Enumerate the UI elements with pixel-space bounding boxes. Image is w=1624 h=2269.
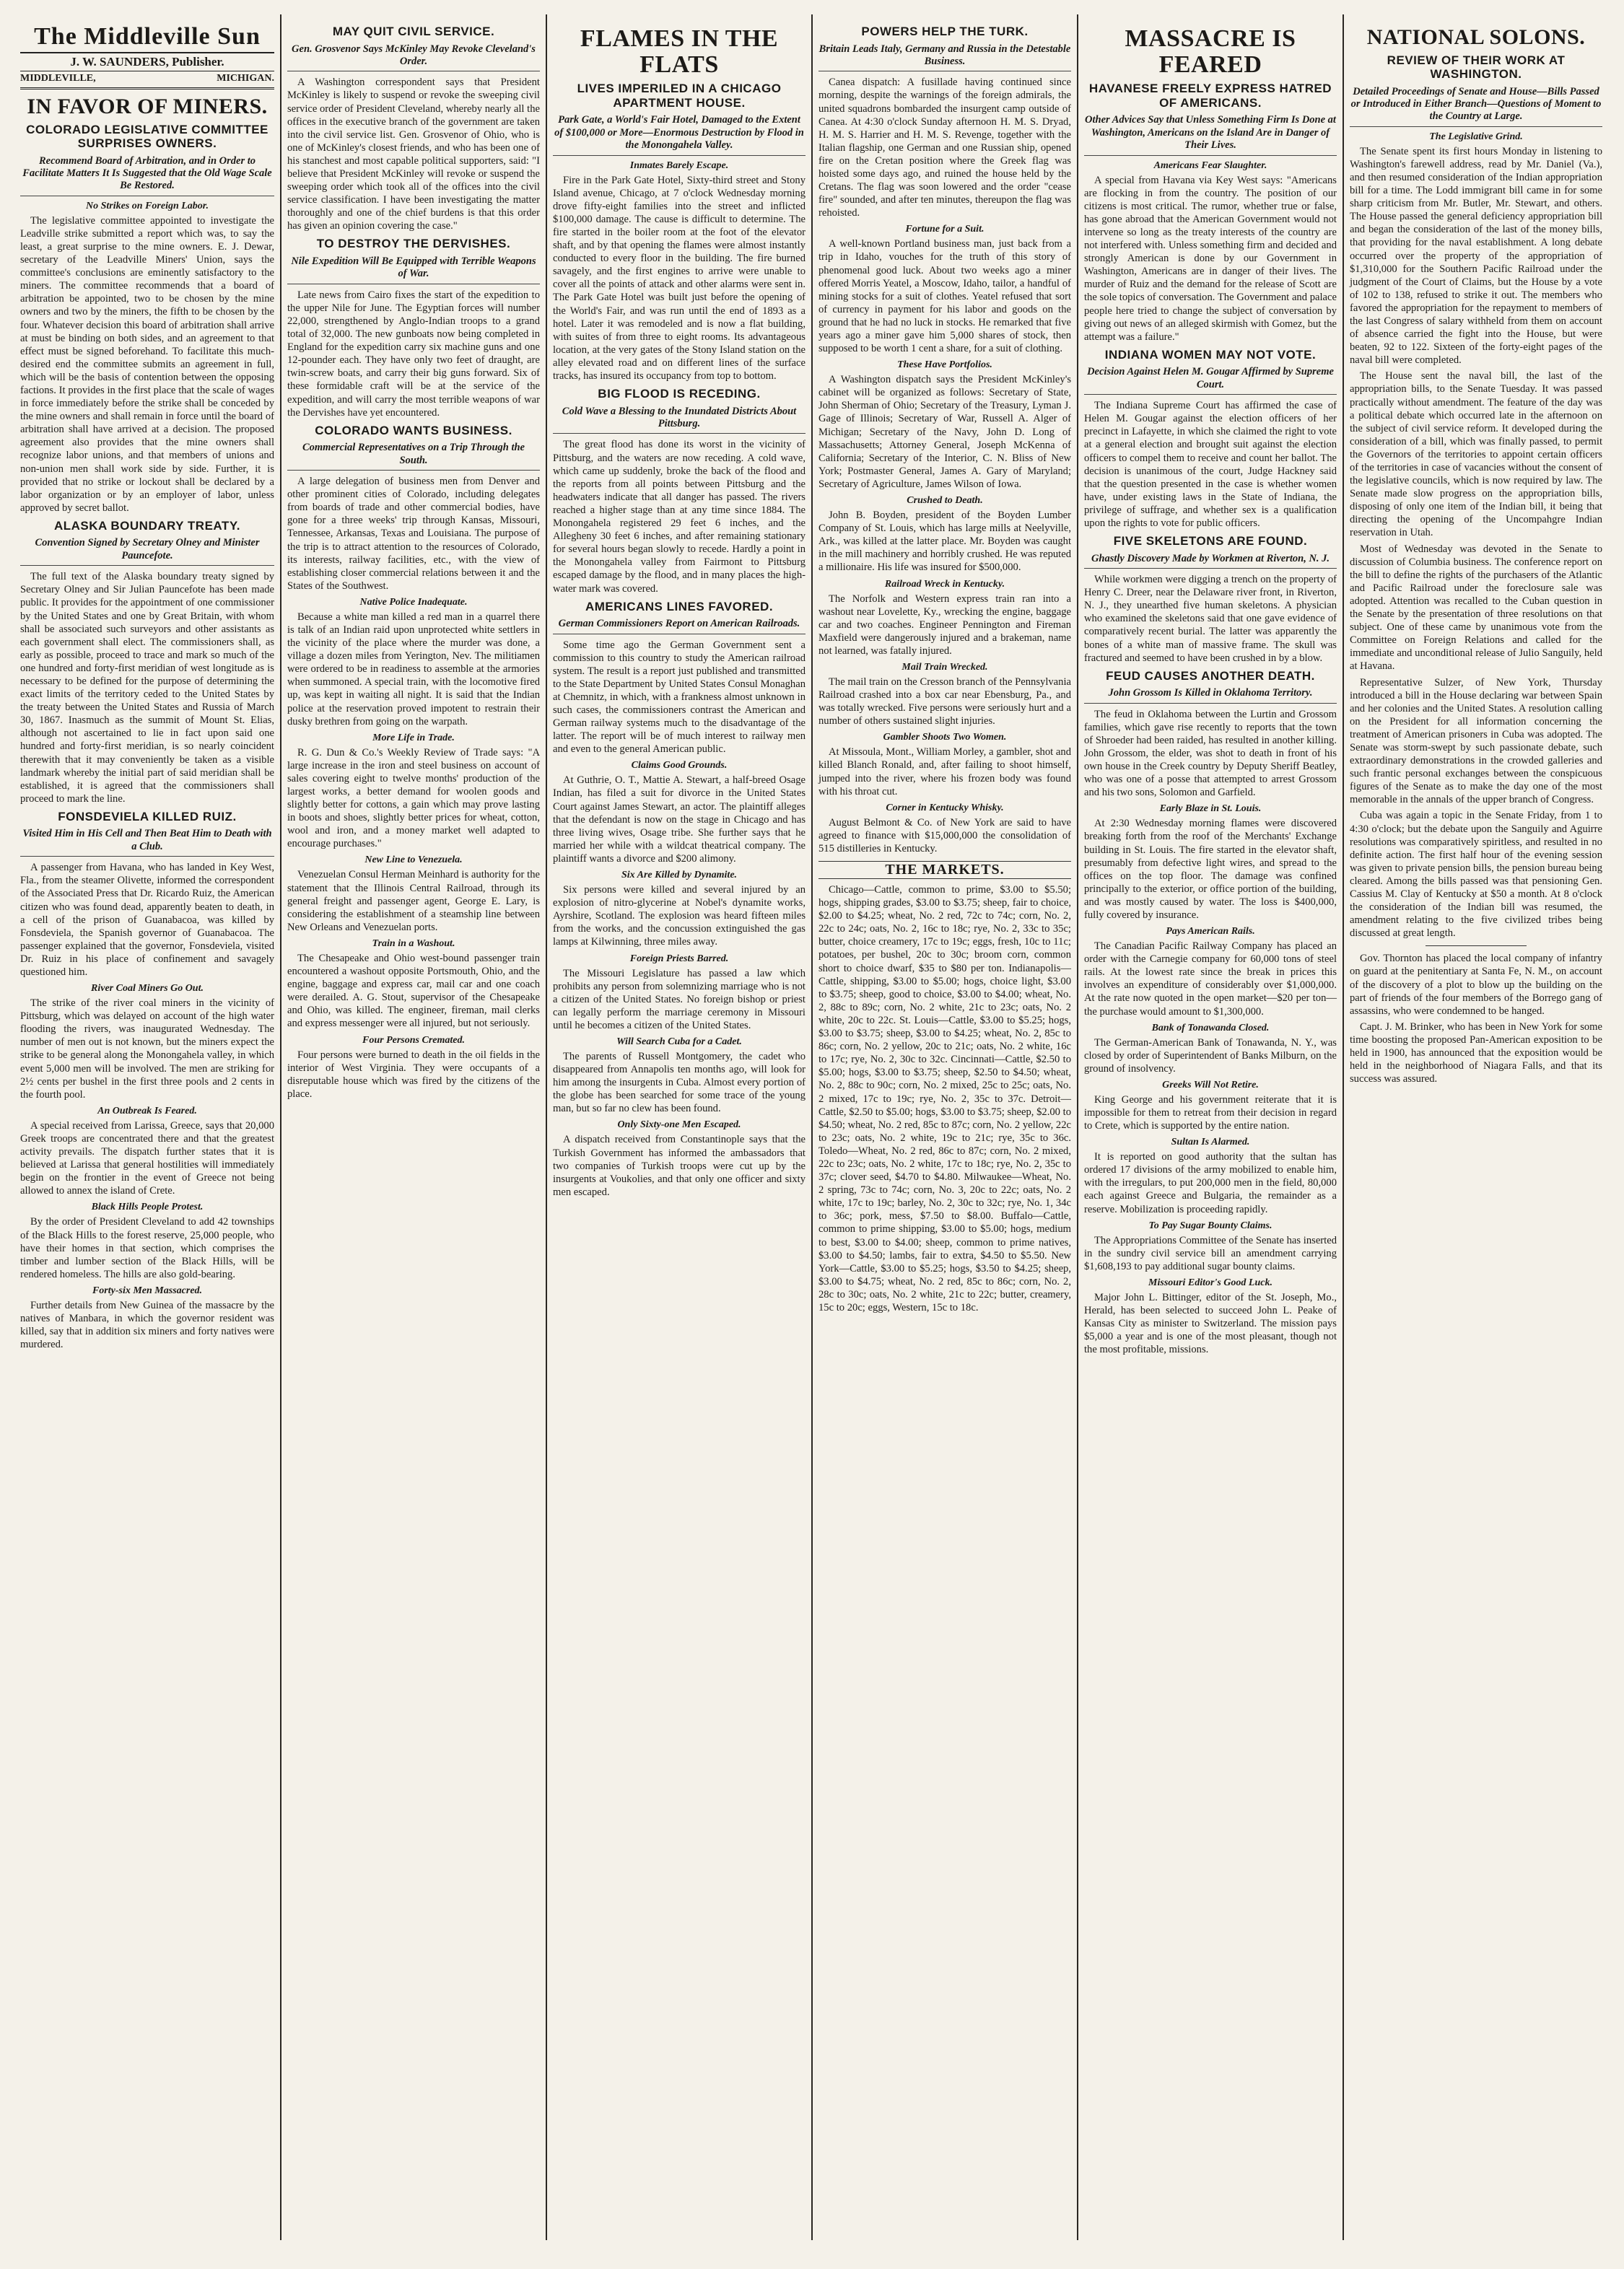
deck: John Grossom Is Killed in Oklahoma Territory. [1084, 687, 1337, 703]
side-head: Railroad Wreck in Kentucky. [884, 578, 1005, 590]
article-body: Four persons were burned to death in the oil fields in the interior of West Virginia. They were occupants of a disreputable house which was fired by the citizens of the place. [287, 1049, 540, 1100]
headline: NATIONAL SOLONS. [1366, 25, 1586, 49]
article-body: Some time ago the German Government sent a commission to this country to study the American railroad system. The result is a report just published and transmitted to the State Department by United States Consul Monaghan at Chemnitz, in which, with a frankness almost unknown in such cases, the commissioners contrast the American and German railway systems much to the disadvantage of the latter. The report will be of much interest to railway men and even to the general American public. [553, 639, 806, 756]
article-body: Capt. J. M. Brinker, who has been in New York for some time boosting the proposed Pan-American exposition to be held in 1900, has announced that the exposition would be held in the neighborhood of Niagara Falls, and that its success was assured. [1350, 1020, 1602, 1085]
headline: MASSACRE IS FEARED [1125, 25, 1296, 78]
deck: Detailed Proceedings of Senate and House—Bills Passed or Introduced in Either Branch—Questions of Moment to the Country at Large. [1350, 86, 1602, 127]
column-5 [1077, 14, 1343, 2240]
column-2 [280, 14, 546, 2240]
separator-rule [1426, 945, 1527, 946]
article-body: A Washington correspondent says that President McKinley is likely to suspend or revoke the sweeping civil service order of President Cleveland, whereby nearly all the offices in the executive branch of the government are taken into the civil service list. Gen. Grosvenor of Ohio, who is one of McKinley's closest friends, and who has been one of his stanchest and most capable political supporters, said: "I believe that President McKinley will revoke or suspend the sweeping order which took all of the offices into the civil service classification. I have been investigating the matter thoroughly and one of the chief burdens is that this order has given an opinion covering the case." [287, 76, 540, 232]
side-head: Americans Fear Slaughter. [1153, 159, 1267, 171]
side-head: Corner in Kentucky Whisky. [886, 802, 1004, 813]
headline: FLAMES IN THE FLATS [580, 25, 779, 78]
article-body: Canea dispatch: A fusillade having continued since morning, despite the warnings of the foreign admirals, the united squadrons bombarded the insurgent camp outside of Canea. At 4:30 o'clock Sunday afternoon H. M. S. Dryad, H. M. S. Harrier and H. M. S. Revenge, together with the Italian flagship, one German and one Russian ship, opened fire on the Cretan position where the Greek flag was hoisted some days ago, and ruined the house held by the Cretans. The flag was soon lowered and the order "cease fire" sounded, and after ten minutes, thereupon the flag was rehoisted. [818, 76, 1071, 219]
article-body: While workmen were digging a trench on the property of Henry C. Dreer, near the Delaware river front, in Riverton, N. J., they unearthed five human skeletons. A physician who examined the skeletons said that one gave evidence of comparatively recent burial. The latter was apparently the bones of a white man of massive frame. The skull was fractured and seemed to have been crushed in by a blow. [1084, 574, 1337, 664]
article-body: Gov. Thornton has placed the local company of infantry on guard at the penitentiary at Santa Fe, N. M., on account of the discovery of a plot to blow up the building on the part of friends of the four members of the Borrego gang of assassins, who were condemned to be hanged. [1350, 953, 1602, 1017]
article-body: The Senate spent its first hours Monday in listening to Washington's farewell address, read by Mr. Daniel (Va.), and then resumed consideration of the Indian appropriation bill for a time. The Lodd immigrant bill came in for some sharp criticism from Mr. Butler, Mr. Stewart, and others. The House passed the general deficiency appropriation bill and began the consideration of the last of the money bills, that providing for the naval establishment. A long debate occurred over the property of the appropriation of $1,310,000 for the Southern Pacific Railroad under the judgment of the Court of Claims, but the House by a vote of 102 to 138, refused to strike it out. The members who favored the appropriation for the repayment to members of the last Congress of salary withheld from them on account of absence carried the fight into the House, but were beaten, 92 to 122. Sixteen of the forty-eight pages of the naval bill were completed. [1350, 145, 1602, 367]
side-head: Train in a Washout. [372, 937, 455, 949]
side-head: No Strikes on Foreign Labor. [86, 200, 209, 211]
article-body: R. G. Dun & Co.'s Weekly Review of Trade says: "A large increase in the iron and steel business on account of sales covering eight to twelve months' production of the largest works, a better demand for woolen goods and slightly better for cottons, a gain which may prove lasting in boots and shoes, slightly better prices for wheat, cotton, wool and iron, and a money market well adapted to encourage purchases." [287, 746, 540, 850]
masthead-state: MICHIGAN. [217, 73, 274, 84]
article-body: Cuba was again a topic in the Senate Friday, from 1 to 4:30 o'clock; but the debate upon the Sanguily and Aguirre resolutions was comparatively spiritless, and resulted in no definite action. The first half hour of the evening session was given to private pension bills, the pension bureau being cleared. Among the bills passed was that pensioning Gen. Cassius M. Clay of Kentucky at $50 a month. At 8 o'clock the consideration of the Indian bill was resumed, the amendment relating to the five civilized tribes being discussed at great length. [1350, 810, 1602, 940]
masthead-town: MIDDLEVILLE, [20, 73, 96, 84]
deck: Visited Him in His Cell and Then Beat Him to Death with a Club. [20, 828, 274, 857]
article-body: Late news from Cairo fixes the start of the expedition to the upper Nile for June. The Egyptian forces will number 22,000, strengthened by Anglo-Indian troops to a grand total of 32,000. The new gunboats now being completed in England for the expedition carry six machine guns and one 12-pounder each. They have only two feet of draught, are twin-screw boats, and carry their big guns forward. Six of these formidable craft will be at the service of the expedition, and will carry the most terrible weapons of war the Dervishes have yet encountered. [287, 289, 540, 419]
article-body: Fire in the Park Gate Hotel, Sixty-third street and Stony Island avenue, Chicago, at 7 o'clock Wednesday morning drove fifty-eight families into the street and inflicted $100,000 damage. The cause is difficult to determine. The fire started in the boiler room at the foot of the elevator shaft, and by that opening the flames were almost instantly conducted to every floor in the building. The fire burned savagely, and the first engines to arrive were unable to cover all the points of attack and other alarms were sent in. The Park Gate Hotel was built just before the opening of the World's Fair, and was run until the end of 1893 as a hotel. Later it was remodeled and is now a flat building, with suites of from three to eight rooms. Its advantageous location, at the very gates of the Stony Island station on the alley elevated road and on different lines of the surface tracks, has insured its occupancy from top to bottom. [553, 174, 806, 382]
article-body: Six persons were killed and several injured by an explosion of nitro-glycerine at Nobel's dynamite works, Ayrshire, Scotland. The explosion was heard fifteen miles from the works, and the concussion extinguished the gas lamps at Kilwinning, three miles away. [553, 884, 806, 948]
side-head: These Have Portfolios. [897, 359, 992, 371]
deck: Other Advices Say that Unless Something Firm Is Done at Washington, Americans on the Island Are in Danger of Their Lives. [1084, 114, 1337, 155]
deck: Park Gate, a World's Fair Hotel, Damaged to the Extent of $100,000 or More—Enormous Destruction by Flood in the Monongahela Valley. [553, 114, 806, 155]
subheadline: MAY QUIT CIVIL SERVICE. [332, 25, 495, 38]
deck: Gen. Grosvenor Says McKinley May Revoke Cleveland's Order. [287, 43, 540, 72]
column-4 [811, 14, 1077, 2240]
deck: Nile Expedition Will Be Equipped with Terrible Weapons of War. [287, 255, 540, 284]
article-body: The Chesapeake and Ohio west-bound passenger train encountered a washout opposite Portsmouth, Ohio, and the engine, baggage and express car, mail car and one coach were derailed. A. G. Stout, supervisor of the Chesapeake and Ohio, was killed. The engineer, fireman, mail clerks and express messenger were all injured, but not seriously. [287, 952, 540, 1030]
subheadline: FEUD CAUSES ANOTHER DEATH. [1106, 668, 1315, 683]
side-head: River Coal Miners Go Out. [91, 983, 204, 994]
side-head: Will Search Cuba for a Cadet. [616, 1036, 742, 1047]
article-body: The Indiana Supreme Court has affirmed the case of Helen M. Gougar against the election officers of her precinct in Lafayette, in which she claimed the right to vote at a general election and brought suit against the election officers to compel them to receive and count her ballot. The decision is unanimous of the court, Judge Hackney said that the question presented in the case is whether women have, under existing laws in the State of Indiana, the privilege of suffrage, and whether sex is a qualification upon the rights to vote for public officers. [1084, 400, 1337, 530]
side-head: Missouri Editor's Good Luck. [1148, 1277, 1272, 1288]
side-head: Bank of Tonawanda Closed. [1151, 1022, 1270, 1033]
side-head: An Outbreak Is Feared. [97, 1105, 197, 1116]
column-6 [1343, 14, 1608, 2240]
side-head: Fortune for a Suit. [905, 224, 985, 235]
article-body: Further details from New Guinea of the massacre by the natives of Manbara, in which the governor resident was killed, say that in addition six miners and forty natives were murdered. [20, 1299, 274, 1351]
side-head: Gambler Shoots Two Women. [883, 732, 1007, 743]
article-body: The parents of Russell Montgomery, the cadet who disappeared from Annapolis ten months ago, will look for him among the insurgents in Cuba. Almost every portion of the globe has been searched for some trace of the young man, but so far no clew has been found. [553, 1050, 806, 1115]
article-body: The Appropriations Committee of the Senate has inserted in the sundry civil service bill an amendment carrying $1,608,193 to pay additional sugar bounty claims. [1084, 1234, 1337, 1272]
article-body: August Belmont & Co. of New York are said to have agreed to finance with $15,000,000 the consolidation of 515 distilleries in Kentucky. [818, 816, 1071, 854]
deck: Ghastly Discovery Made by Workmen at Riverton, N. J. [1084, 553, 1337, 569]
side-head: Mail Train Wrecked. [902, 661, 988, 673]
article-body: The House sent the naval bill, the last of the appropriation bills, to the Senate Tuesday. It was passed practically without amendment. The feature of the day was a political debate which occurred late in the afternoon on the subject of civil service reform. It developed during the consideration of a bill, which was finally passed, to permit the Governors of the territories to appoint certain officers of the territories in case of vacancies without the consent of the legislative councils, which is now required by law. The Senate made slow progress on the appropriation bills, disposing of only one item of the Indian bill, it being that directing the opening of the Uncompahgre Indian reservation in Utah. [1350, 370, 1602, 539]
side-head: Crushed to Death. [907, 495, 983, 507]
side-head: To Pay Sugar Bounty Claims. [1148, 1220, 1272, 1231]
side-head: Native Police Inadequate. [359, 596, 468, 608]
masthead-publisher: J. W. SAUNDERS, Publisher. [20, 52, 274, 71]
deck: Britain Leads Italy, Germany and Russia in the Detestable Business. [818, 43, 1071, 72]
deck: Decision Against Helen M. Gougar Affirmed by Supreme Court. [1084, 366, 1337, 395]
subheadline: POWERS HELP THE TURK. [861, 25, 1029, 38]
article-body: The Missouri Legislature has passed a law which prohibits any person from solemnizing marriage who is not a citizen of the United States. No foreign bishop or priest can legally perform the marriage ceremony in Missouri until he becomes a citizen of the United States. [553, 967, 806, 1031]
article-body: A dispatch received from Constantinople says that the Turkish Government has informed the ambassadors that two companies of Turkish troops were cut up by the insurgents at Voukolies, and that only one officer and sixty men escaped. [553, 1134, 806, 1198]
article-body: The strike of the river coal miners in the vicinity of Pittsburg, which was delayed on account of the high water flooding the rivers, was inaugurated Wednesday. The number of men out is not known, but the miners expect the strike to be general along the Monongahela valley, in which event 5,000 men will be involved. The men are striking for 2½ cents per bushel in the first three pools and 2 cents in the fourth pool. [20, 997, 274, 1101]
article-body: Major John L. Bittinger, editor of the St. Joseph, Mo., Herald, has been selected to succeed John L. Peake of Kansas City as minister to Switzerland. The mission pays $5,000 a year and is one of the most pleasant, though not the most profitable, missions. [1084, 1291, 1337, 1356]
article-body: A special from Havana via Key West says: "Americans are flocking in from the country. The position of our citizens is most critical. The rumor, whether true or false, has gone abroad that the American Government would not intervene so long as the treaty interests of the country are not interfered with. Unless something firm and decided and strongly American is done by our Government in Washington, Americans are in danger of their lives. The murder of Ruiz and the demand for the release of Scott are the sole topics of conversation. The Government and palace people here tried to change the subject of conversation by giving out news of an alleged skirmish with Gomez, but the attempt was a failure." [1084, 174, 1337, 343]
article-body: Because a white man killed a red man in a quarrel there is talk of an Indian raid upon unprotected white settlers in the vicinity of the place where the murder was done, a village a dozen miles from Yerington, Nev. The militiamen were ordered to be in readiness to assemble at the armories when summoned. A special train, with the locomotive fired up, was kept in waiting all night. It is said that the Indian police at the reservation proved impotent to restrain their dusky brethren from going on the warpath. [287, 611, 540, 727]
side-head: Inmates Barely Escape. [629, 159, 729, 171]
subheadline: HAVANESE FREELY EXPRESS HATRED OF AMERICANS. [1088, 82, 1332, 110]
article-body: The full text of the Alaska boundary treaty signed by Secretary Olney and Sir Julian Pauncefote has been made public. It provides for the appointment of one commissioner by the United States and one by Great Britain, with whom shall be associated such surveyors and other assistants as each government shall elect. The commissioners shall, as early as possible, proceed to trace and mark so much of the one hundred and forty-first meridian of west longitude as is necessary to be defined for the purpose of determining the exact limits of the territory ceded to the United States by the treaty between the United States and Russia of March 30, 1867. Inasmuch as the summit of Mount St. Elias, although not ascertained to lie in fact upon said one hundred and forty-first meridian, is so nearly coincident therewith that it may conveniently be taken as a visible landmark whereby the initial part of said meridian shall be established, it is agreed that the commissioners shall proceed to mark the line. [20, 571, 274, 805]
side-head: Forty-six Men Massacred. [92, 1285, 203, 1296]
side-head: Sultan Is Alarmed. [1171, 1137, 1250, 1148]
column-1 [14, 14, 280, 2240]
side-head: Six Are Killed by Dynamite. [621, 870, 738, 881]
subheadline: BIG FLOOD IS RECEDING. [598, 387, 761, 401]
deck: Commercial Representatives on a Trip Through the South. [287, 442, 540, 471]
deck: Convention Signed by Secretary Olney and Minister Pauncefote. [20, 537, 274, 566]
column-3 [546, 14, 811, 2240]
article-body: King George and his government reiterate that it is impossible for them to retreat from their decision in regard to Crete, which is supported by the entire nation. [1084, 1093, 1337, 1132]
subheadline: ALASKA BOUNDARY TREATY. [53, 518, 240, 533]
article-body: The mail train on the Cresson branch of the Pennsylvania Railroad crashed into a box car near Ebensburg, Pa., and was totally wrecked. Five persons were seriously hurt and a number of others sustained slight injuries. [818, 676, 1071, 727]
side-head: Four Persons Cremated. [362, 1034, 465, 1046]
article-body: At Missoula, Mont., William Morley, a gambler, shot and killed Blanch Ronald, and, after failing to shoot himself, jumped into the river, where his frozen body was found with his throat cut. [818, 746, 1071, 797]
article-body: John B. Boyden, president of the Boyden Lumber Company of St. Louis, which has large mills at Neelyville, Ark., was killed at the latter place. Mr. Boyden was caught in the mill machinery and horribly crushed. He was reputed a millionaire. His life was insured for $500,000. [818, 510, 1071, 574]
deck: Cold Wave a Blessing to the Inundated Districts About Pittsburg. [553, 406, 806, 434]
article-body: A passenger from Havana, who has landed in Key West, Fla., from the steamer Olivette, informed the correspondent of the Associated Press that Dr. Ricardo Ruiz, the American citizen who was found dead, apparently beaten to death, in a cell of the prison of Guanabacoa, was killed by Fonsdeviela, the Spanish governor of Guanabacoa. The passenger explained that the governor, Fonsdeviela, visited Dr. Ruiz in his place of confinement and savagely questioned him. [20, 862, 274, 979]
article-body: The great flood has done its worst in the vicinity of Pittsburg, and the waters are now receding. A cold wave, which came up suddenly, broke the back of the flood and the reports from all points between Pittsburg and the headwaters indicate that all danger has passed. The rivers reached a higher stage than at any time since 1884. The Monongahela registered 29 feet 6 inches, and the Allegheny 30 feet 6 inches, and after remaining stationary for several hours began slowly to recede. Hardly a point in the Monongahela valley from Fairmont to Pittsburg escaped damage by the flood, and in many places the high-water mark was covered. [553, 439, 806, 595]
masthead-title: The Middleville Sun [34, 23, 261, 50]
subheadline: LIVES IMPERILED IN A CHICAGO APARTMENT HOUSE. [577, 82, 782, 110]
deck: Recommend Board of Arbitration, and in Order to Facilitate Matters It Is Suggested that the Old Wage Scale Be Restored. [20, 155, 274, 196]
subheadline: FIVE SKELETONS ARE FOUND. [1113, 534, 1308, 548]
side-head: Claims Good Grounds. [631, 760, 728, 771]
markets-report: Chicago—Cattle, common to prime, $3.00 to $5.50; hogs, shipping grades, $3.00 to $3.75; sheep, fair to choice, $2.00 to $4.25; wheat, No. 2 red, 72c to 74c; corn, No. 2, 22c to 24c; oats, No. 2, 16c to 18c; rye, No. 2, 33c to 35c; butter, choice creamery, 17c to 19c; eggs, fresh, 10c to 11c; potatoes, per bushel, 20c to 30c; broom corn, common short to choice dwarf, $35 to $80 per ton. Indianapolis—Cattle, shipping, $3.00 to $5.00; hogs, choice light, $3.00 to $3.75; sheep, good to choice, $3.00 to $4.00; wheat, No. 2, 88c to 89c; corn, No. 2 white, 21c to 23c; oats, No. 2 white, 20c to 22c. St. Louis—Cattle, $3.00 to $5.25; hogs, $3.00 to $3.75; sheep, $3.00 to $4.25; wheat, No. 2, 85c to 86c; corn, No. 2 yellow, 20c to 21c; oats, No. 2 white, 16c to 17c; rye, No. 2, 30c to 32c. Cincinnati—Cattle, $2.50 to $5.00; hogs, $3.00 to $3.75; sheep, $2.50 to $4.50; wheat, No. 2, 88c to 90c; corn, No. 2 mixed, 25c to 25c; oats, No. 2 mixed, 17c to 19c; rye, No. 2, 35c to 37c. Detroit—Cattle, $2.50 to $5.00; hogs, $3.00 to $3.75; sheep, $2.00 to $4.50; wheat, No. 2 red, 85c to 87c; corn, No. 2 yellow, 22c to 23c; oats, No. 2 white, 19c to 21c; rye, 35c to 36c. Toledo—Wheat, No. 2 red, 86c to 87c; corn, No. 2 mixed, 22c to 23c; oats, No. 2 white, 17c to 18c; rye, No. 2, 35c to 37c; clover seed, $4.70 to $4.80. Milwaukee—Wheat, No. 2 spring, 73c to 74c; corn, No. 3, 20c to 22c; oats, No. 2 white, 17c to 19c; barley, No. 2, 30c to 32c; rye, No. 1, 34c to 36c; pork, mess, $7.50 to $8.00. Buffalo—Cattle, common to prime shipping, $3.00 to $5.00; hogs, medium to best, $3.00 to $4.00; sheep, common to prime natives, $3.00 to $4.50; lambs, fair to extra, $4.50 to $5.50. New York—Cattle, $3.00 to $5.25; hogs, $3.50 to $4.25; sheep, $3.00 to $4.75; wheat, No. 2 red, 85c to 86c; corn, No. 2, 28c to 30c; oats, No. 2 white, 21c to 22c; butter, creamery, 15c to 20c; eggs, Western, 15c to 18c. [818, 884, 1071, 1314]
subheadline: AMERICANS LINES FAVORED. [585, 599, 774, 613]
headline: IN FAVOR OF MINERS. [27, 95, 268, 118]
article-body: A large delegation of business men from Denver and other prominent cities of Colorado, including delegates from boards of trade and other commercial bodies, have gone for a three weeks' trip through Kansas, Missouri, Tennessee, Arkansas, Texas and Louisiana. The purpose of the trip is to attract attention to the resources of Colorado, its interests, railway facilities, etc., with the view of establishing closer commercial relations between it and the States of the Southwest. [287, 476, 540, 592]
side-head: Pays American Rails. [1166, 926, 1255, 937]
article-body: Venezuelan Consul Herman Meinhard is authority for the statement that the Illinois Central Railroad, through its general freight and passenger agent, George E. Lary, is considering the establishment of a steamship line between New Orleans and Venezuelan ports. [287, 869, 540, 933]
article-body: Representative Sulzer, of New York, Thursday introduced a bill in the House declaring war between Spain and her colonies and the United States. A resolution calling on the President for all information concerning the treatment of American prisoners in Cuba was adopted. The Senate was storm-swept by such passionate debate, such extraordinary demonstrations in the crowded galleries and such frantic personal exchanges between the conspicuous figures of the Senate as to make the day one of the most memorable in the annals of the upper branch of Congress. [1350, 676, 1602, 806]
article-body: At Guthrie, O. T., Mattie A. Stewart, a half-breed Osage Indian, has filed a suit for divorce in the United States Court against James Stewart, an actor. The plaintiff alleges that the defendant is now on the stage in Chicago and has three living wives, Osage tribe. She further says that he married her while with a wildcat theatrical company. The plaintiff wants a divorce and $200 alimony. [553, 774, 806, 865]
article-body: The Canadian Pacific Railway Company has placed an order with the Carnegie company for 60,000 tons of steel rails. At the lowest rate since the break in prices this involves an expenditure of considerably over $1,000,000. At the rate now quoted in the open market—$20 per ton—the purchase would amount to $1,300,000. [1084, 940, 1337, 1018]
side-head: Only Sixty-one Men Escaped. [617, 1119, 741, 1131]
article-body: Most of Wednesday was devoted in the Senate to discussion of Columbia business. The conference report on the bill to define the rights of the purchasers of the Atlantic and Pacific Railroad under the foreclosure sale was adopted. Attention was recalled to the Cuban question in the Senate by the presentation of three resolutions on that subject. One of these came by unanimous vote from the Committee on Foreign Relations and called for the immediate and unconditional release of Julio Sanguily, held at Havana. [1350, 543, 1602, 673]
side-head: Black Hills People Protest. [91, 1202, 204, 1213]
subheadline: FONSDEVIELA KILLED RUIZ. [58, 809, 237, 823]
article-body: By the order of President Cleveland to add 42 townships of the Black Hills to the forest reserve, 25,000 people, who have their homes in that section, which comprises the timber and lumber section of the Black Hills, will be rendered homeless. The hills are also gold-bearing. [20, 1216, 274, 1280]
newspaper-page [14, 14, 1610, 2240]
subheadline: INDIANA WOMEN MAY NOT VOTE. [1104, 347, 1317, 362]
side-head: New Line to Venezuela. [364, 854, 463, 866]
side-head: Foreign Priests Barred. [629, 953, 729, 964]
article-body: At 2:30 Wednesday morning flames were discovered breaking forth from the roof of the Merchants' Exchange building in St. Louis. The fire started in the elevator shaft, presumably from defective light wires, and spread to the offices on the top floor. The damage was confined principally to the exterior, or office portion of the building, and was mostly caused by water. The loss is $400,000, fully covered by insurance. [1084, 818, 1337, 921]
subheadline: COLORADO WANTS BUSINESS. [315, 423, 512, 437]
side-head: Early Blaze in St. Louis. [1159, 803, 1262, 815]
article-body: A Washington dispatch says the President McKinley's cabinet will be organized as follows: Secretary of State, John Sherman of Ohio; Secretary of the Treasury, Lyman J. Gage of Illinois; Secretary of War, Russell A. Alger of Michigan; Secretary of the Navy, John D. Long of Massachusetts; Attorney General, Joseph McKenna of California; Secretary of the Interior, C. N. Bliss of New York; Postmaster General, James A. Gary of Maryland; Secretary of Agriculture, James Wilson of Iowa. [818, 374, 1071, 490]
markets-heading: THE MARKETS. [818, 861, 1071, 879]
masthead-dateline [20, 71, 274, 89]
article-body: A well-known Portland business man, just back from a trip in Idaho, vouches for the truth of this story of phenomenal good luck. About two weeks ago a miner offered Morris Yeatel, a Moscow, Idaho, tailor, a handful of mining stocks for a suit of clothes. Yeatel refused that sort of currency in payment for his labor and goods on the ground that he had no luck in stocks. He remarked that five years ago a miner gave him 5,000 shares of stock, then supposed to be worth 1 cent a share, for a suit of clothing. [818, 238, 1071, 355]
subheadline: TO DESTROY THE DERVISHES. [316, 237, 511, 251]
article-body: A special received from Larissa, Greece, says that 20,000 Greek troops are concentrated there and that the greatest activity prevails. The dispatch further states that it is believed at Larissa that general hostilities will immediately begin on the frontier in the event of Greece not being allowed to annex the island of Crete. [20, 1119, 274, 1197]
deck: German Commissioners Report on American Railroads. [553, 618, 806, 634]
article-body: The Norfolk and Western express train ran into a washout near Lovelette, Ky., wrecking the engine, baggage car and two coaches. Engineer Pennington and Fireman Maxfield were dangerously injured and a brakeman, name not learned, was fatally injured. [818, 593, 1071, 657]
columns [14, 14, 1610, 2240]
article-body: The German-American Bank of Tonawanda, N. Y., was closed by order of Superintendent of Banks Milburn, on the ground of insolvency. [1084, 1036, 1337, 1075]
side-head: More Life in Trade. [372, 732, 455, 743]
subheadline: REVIEW OF THEIR WORK AT WASHINGTON. [1387, 53, 1566, 82]
subheadline: COLORADO LEGISLATIVE COMMITTEE SURPRISES OWNERS. [26, 122, 269, 151]
side-head: Greeks Will Not Retire. [1162, 1079, 1259, 1090]
article-body: The feud in Oklahoma between the Lurtin and Grossom families, which gave rise recently to reports that the town of Shroeder had been raided, has resulted in another killing. John Grossom, the elder, was shot to death in front of his own house in the Creek country by Deputy Sheriff Beatley, who was one of a posse that attempted to arrest Grossom and his two sons, Solomon and Garfield. [1084, 708, 1337, 799]
side-head: The Legislative Grind. [1429, 131, 1523, 142]
article-body: The legislative committee appointed to investigate the Leadville strike submitted a report which was, to say the least, a great surprise to the mine owners. E. J. Dewar, secretary of the Leadville Miners' Union, says the committee's conclusions are eminently satisfactory to the miners. The committee recommends that a board of arbitration be appointed, two to be chosen by the mine owners and two by the miners, the fifth to be chosen by the four. Whatever decision this board of arbitration shall arrive at must be binding on both sides, and an agreement to that effect must be signed beforehand. To facilitate this much-desired end the committee submits an agreement in full, which will be the basis of contention between the opposing factions. It provides in the first place that the scale of wages in force immediately before the strike shall be conceded by the mine owners and shall remain in force until the board of arbitration shall have arrived at a decision. The proposed agreement also provides that the mine owners shall recognize labor unions, and that members of unions and non-union men shall work side by side. Further, it is provided that no strike or lockout shall be declared by a labor organization or by an employer of labor, unless approved by secret ballot. [20, 214, 274, 514]
article-body: It is reported on good authority that the sultan has ordered 17 divisions of the army mobilized to enable him, with the irregulars, to put 200,000 men in the field, 80,000 each against Greece and Bulgaria, the remainder as a reserve. Mobilization is proceeding rapidly. [1084, 1151, 1337, 1215]
